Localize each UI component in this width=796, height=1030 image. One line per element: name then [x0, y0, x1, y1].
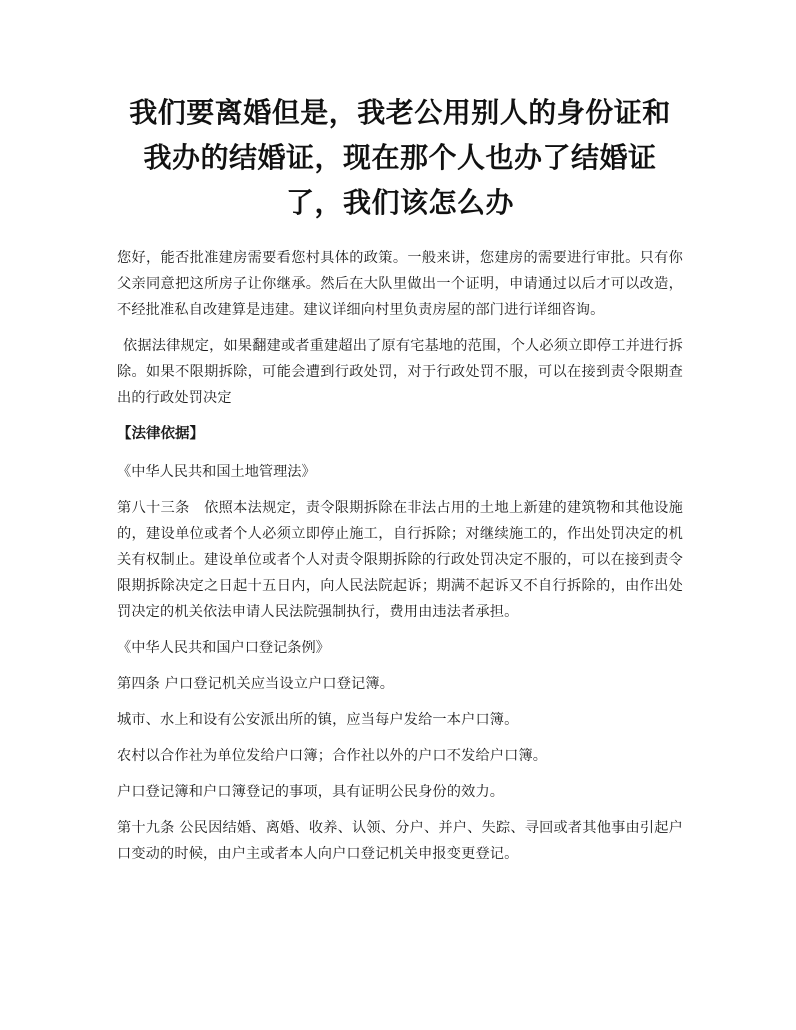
- household-book-urban: 城市、水上和设有公安派出所的镇，应当每户发给一本户口簿。: [117, 712, 519, 728]
- answer-paragraph-2: 依据法律规定，如果翻建或者重建超出了原有宅基地的范围，个人必须立即停工并进行拆除。如果不限期拆除，可能会遭到行政处罚，对于行政处罚不服，可以在接到责令限期查出的行政处罚决定: [117, 338, 683, 406]
- legal-basis-heading: 【法律依据】: [117, 426, 204, 442]
- document-title: 我们要离婚但是，我老公用别人的身份证和我办的结婚证，现在那个人也办了结婚证了，我们该怎么办: [129, 96, 671, 219]
- answer-paragraph-1: 您好，能否批准建房需要看您村具体的政策。一般来讲，您建房的需要进行审批。只有你父亲同意把这所房子让你继承。然后在大队里做出一个证明，申请通过以后才可以改造，不经批准私自改建算是违建。建议详细向村里负责房屋的部门进行详细咨询。: [117, 250, 683, 318]
- law-title-household-registration: 《中华人民共和国户口登记条例》: [117, 640, 330, 656]
- document-page: [117, 90, 683, 877]
- household-book-validity: 户口登记簿和户口簿登记的事项，具有证明公民身份的效力。: [117, 784, 505, 800]
- household-book-rural: 农村以合作社为单位发给户口簿；合作社以外的户口不发给户口簿。: [117, 748, 548, 764]
- article-4: 第四条 户口登记机关应当设立户口登记簿。: [117, 676, 395, 692]
- law-title-land-management: 《中华人民共和国土地管理法》: [117, 464, 316, 480]
- article-83: 第八十三条 依照本法规定，责令限期拆除在非法占用的土地上新建的建筑物和其他设施的，建设单位或者个人必须立即停止施工，自行拆除；对继续施工的，作出处罚决定的机关有权制止。建设单位或者个人对责令限期拆除的行政处罚决定不服的，可以在接到责令限期拆除决定之日起十五日内，向人民法院起诉；期满不起诉又不自行拆除的，由作出处罚决定的机关依法申请人民法院强制执行，费用由违法者承担。: [117, 500, 683, 620]
- article-19: 第十九条 公民因结婚、离婚、收养、认领、分户、并户、失踪、寻回或者其他事由引起户口变动的时候，由户主或者本人向户口登记机关申报变更登记。: [117, 820, 683, 862]
